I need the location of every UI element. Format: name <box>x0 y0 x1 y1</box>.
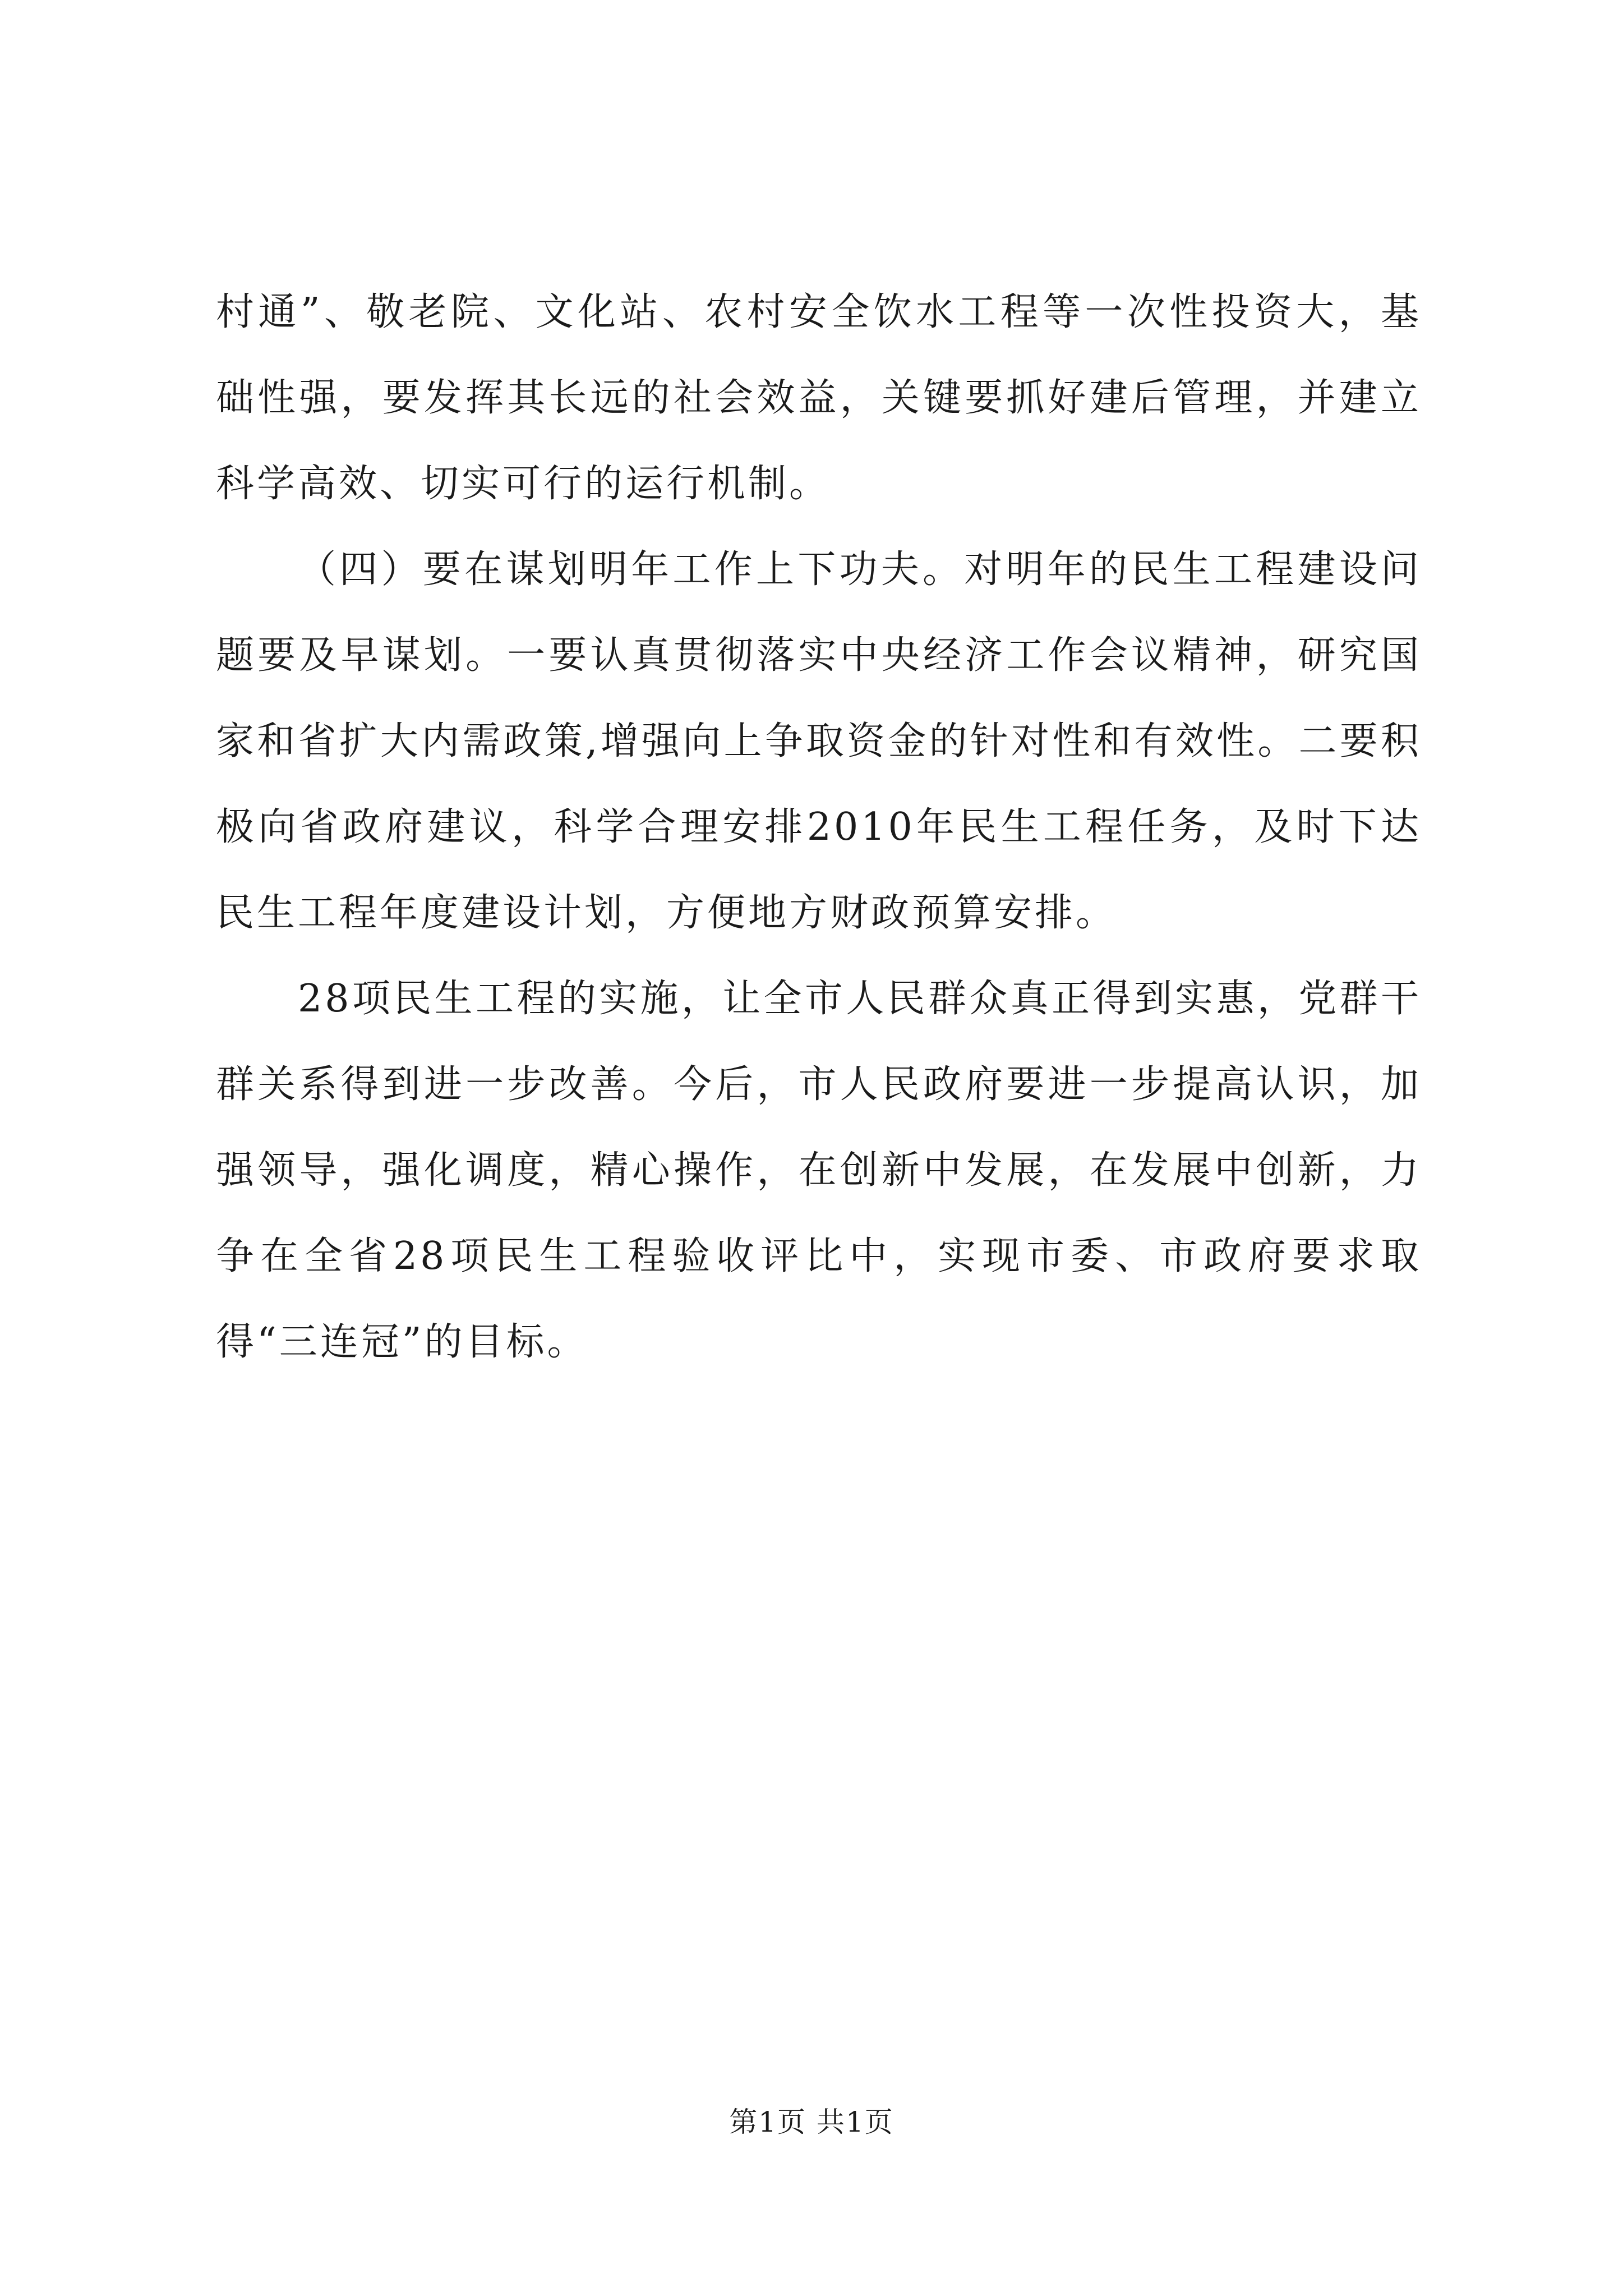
document-body <box>216 269 1422 1385</box>
paragraph-section-four: （四）要在谋划明年工作上下功夫。对明年的民生工程建设问题要及早谋划。一要认真贯彻落实中央经济工作会议精神，研究国家和省扩大内需政策,增强向上争取资金的针对性和有效性。二要积极向省政府建议，科学合理安排2010年民生工程任务，及时下达民生工程年度建设计划，方便地方财政预算安排。 <box>216 547 1422 935</box>
paragraph-conclusion: 28项民生工程的实施，让全市人民群众真正得到实惠，党群干群关系得到进一步改善。今后，市人民政府要进一步提高认识，加强领导，强化调度，精心操作，在创新中发展，在发展中创新，力争在全省28项民生工程验收评比中，实现市委、市政府要求取得“三连冠”的目标。 <box>216 977 1422 1364</box>
page-footer: 第1页 共1页 <box>729 2106 894 2138</box>
paragraph-continuation: 村通”、敬老院、文化站、农村安全饮水工程等一次性投资大，基础性强，要发挥其长远的社会效益，关键要抓好建后管理，并建立科学高效、切实可行的运行机制。 <box>216 290 1422 506</box>
